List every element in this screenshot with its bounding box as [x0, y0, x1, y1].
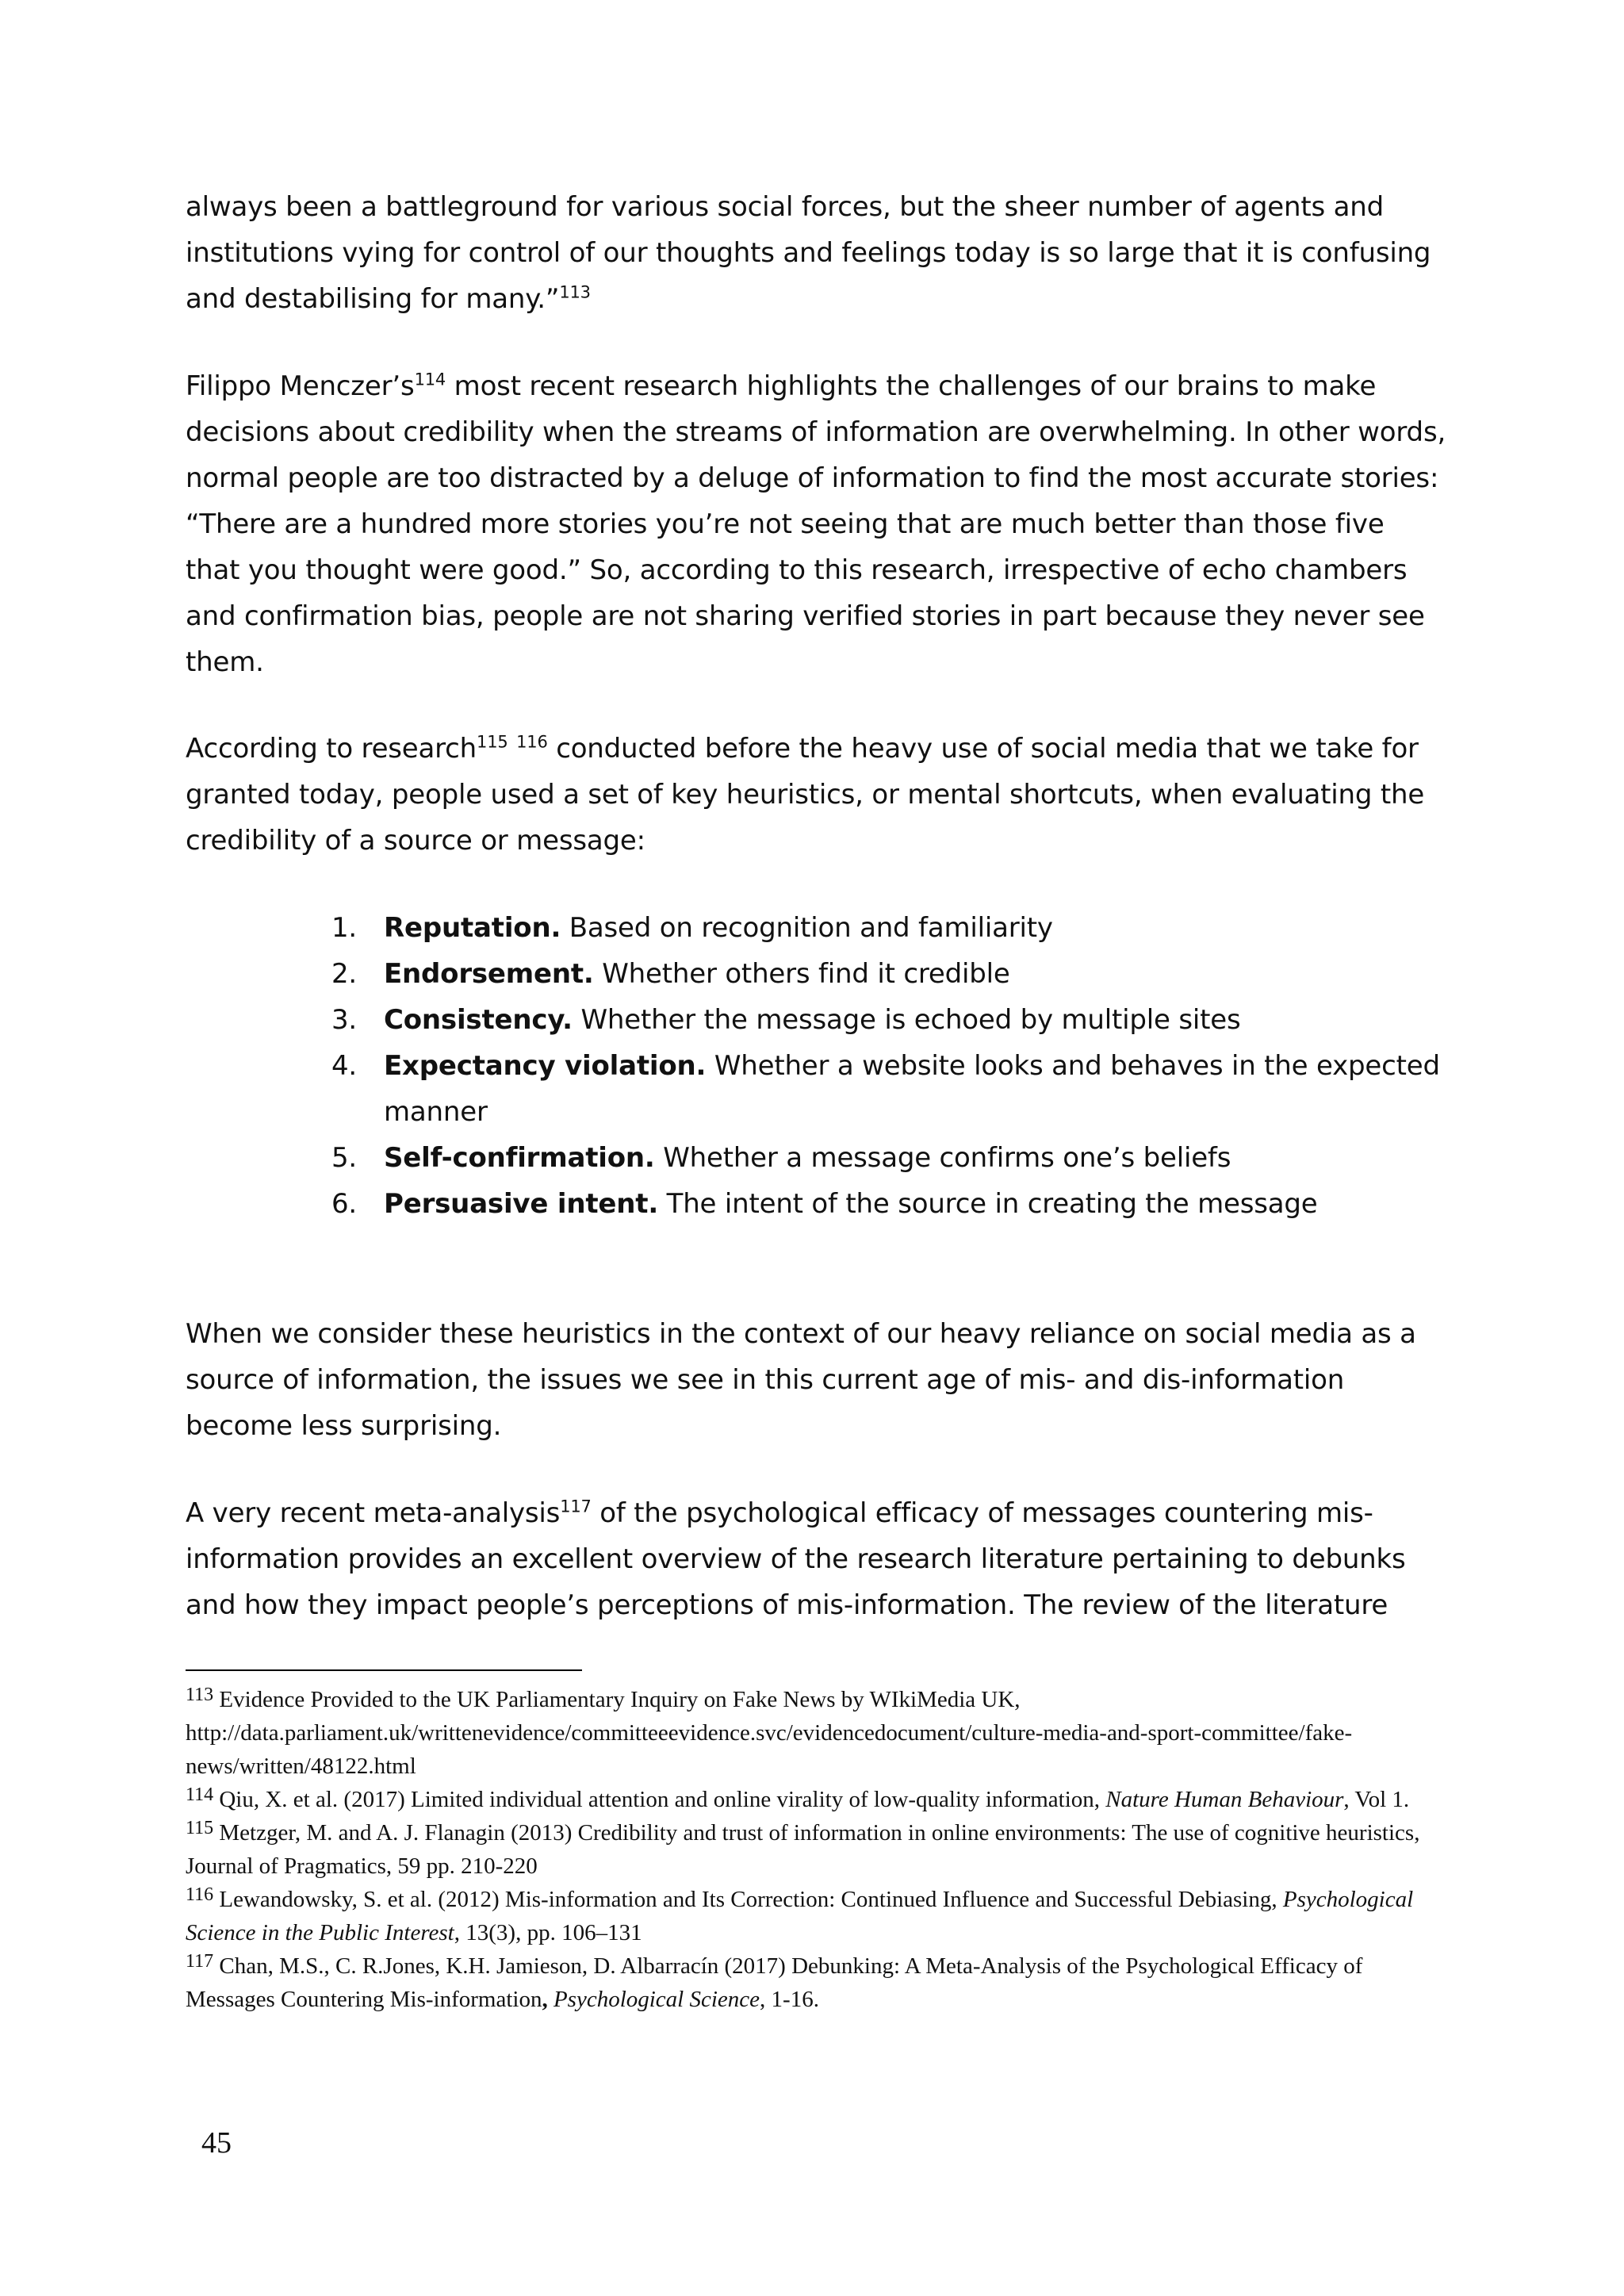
list-item — [331, 1135, 1457, 1181]
heuristics-list — [331, 905, 1457, 1227]
list-term: Persuasive intent. — [384, 1188, 659, 1220]
footnote-journal: Psychological Science — [547, 1987, 760, 2012]
footnote-113 — [186, 1683, 1454, 1783]
footnote-text: Lewandowsky, S. et al. (2012) Mis-information and Its Correction: Continued Influence and Successful Debiasing, — [213, 1887, 1283, 1912]
list-desc: Whether a website looks and behaves in the expected manner — [384, 1050, 1440, 1128]
list-item — [331, 997, 1457, 1043]
footnote-text: Metzger, M. and A. J. Flanagin (2013) Credibility and trust of information in online environments: The use of cognitive heuristics, Journal of Pragmatics, 59 pp. 210-220 — [186, 1820, 1420, 1879]
list-desc: Whether others find it credible — [593, 958, 1010, 990]
footnote-ref-116[interactable]: 116 — [516, 732, 548, 752]
list-item — [331, 1043, 1457, 1135]
footnote-text: , 13(3), pp. 106–131 — [454, 1920, 642, 1945]
footnote-number: 117 — [186, 1951, 214, 1972]
footnote-115 — [186, 1816, 1454, 1883]
list-term: Endorsement. — [384, 958, 594, 990]
footnote-ref-113[interactable]: 113 — [559, 282, 591, 302]
footnote-separator — [186, 1669, 582, 1671]
paragraph-text: A very recent meta-analysis — [186, 1497, 561, 1529]
footnote-number: 114 — [186, 1784, 214, 1805]
list-term: Reputation. — [384, 912, 561, 944]
list-number: 4. — [331, 1050, 358, 1082]
footnote-117 — [186, 1949, 1454, 2016]
footnote-text: , 1-16. — [760, 1987, 819, 2012]
list-term: Self-confirmation. — [384, 1142, 655, 1174]
list-item — [331, 905, 1457, 951]
footnote-number: 113 — [186, 1685, 214, 1705]
footnote-text: Evidence Provided to the UK Parliamentary Inquiry on Fake News by WIkiMedia UK, http://data.parliament.uk/writtenevidence/committeeevidence.svc/evidencedocument/culture-media-and-sport-committee/fake-news/written/48122.html — [186, 1687, 1353, 1779]
list-number: 3. — [331, 1004, 358, 1036]
paragraph-text: always been a battleground for various social forces, but the sheer number of agents and institutions vying for control of our thoughts and feelings today is so large that it is confusing and destabilising for many.” — [186, 191, 1431, 315]
footnote-114 — [186, 1783, 1454, 1816]
paragraph-heuristics-intro — [186, 726, 1446, 864]
list-item — [331, 951, 1457, 997]
footnote-number: 116 — [186, 1884, 214, 1905]
list-desc: The intent of the source in creating the message — [658, 1188, 1318, 1220]
footnote-text: , Vol 1. — [1343, 1787, 1410, 1812]
footnotes — [186, 1683, 1454, 2016]
list-number: 1. — [331, 912, 358, 944]
paragraph-text: most recent research highlights the challenges of our brains to make decisions about credibility when the streams of information are overwhelming. In other words, normal people are too distracted by a deluge of information to find the most accurate stories: “There are a hundred more stories you’re not seeing that are much better than those five that you thought were good.” So, according to this research, irrespective of echo chambers and confirmation bias, people are not sharing verified stories in part because they never see them. — [186, 370, 1446, 678]
list-number: 2. — [331, 958, 358, 990]
list-term: Expectancy violation. — [384, 1050, 707, 1082]
list-number: 5. — [331, 1142, 358, 1174]
page-number: 45 — [201, 2126, 232, 2160]
list-number: 6. — [331, 1188, 358, 1220]
paragraph-meta-analysis — [186, 1490, 1446, 1628]
footnote-ref-115[interactable]: 115 — [477, 732, 508, 752]
footnote-116 — [186, 1883, 1454, 1949]
paragraph-text: of the psychological efficacy of messages countering mis-information provides an excellent overview of the research literature pertaining to debunks and how they impact people’s perceptions of mis-information. The review of the literature — [186, 1497, 1406, 1621]
paragraph-social-media: When we consider these heuristics in the context of our heavy reliance on social media as a source of information, the issues we see in this current age of mis- and dis-information become less surprising. — [186, 1318, 1416, 1442]
paragraph-text: According to research — [186, 733, 477, 765]
footnote-journal: Psychological Science in the Public Interest — [186, 1887, 1414, 1945]
paragraph-text: conducted before the heavy use of social media that we take for granted today, people used a set of key heuristics, or mental shortcuts, when evaluating the credibility of a source or message: — [186, 733, 1425, 857]
footnote-comma: , — [542, 1987, 548, 2012]
footnote-ref-114[interactable]: 114 — [414, 370, 446, 389]
list-desc: Based on recognition and familiarity — [561, 912, 1053, 944]
footnote-ref-117[interactable]: 117 — [560, 1497, 592, 1516]
paragraph-quote-continuation — [186, 184, 1446, 322]
paragraph-menczer — [186, 363, 1446, 685]
footnote-text: Chan, M.S., C. R.Jones, K.H. Jamieson, D. Albarracín (2017) Debunking: A Meta-Analysis of the Psychological Efficacy of Messages Countering Mis-information — [186, 1953, 1363, 2012]
list-term: Consistency. — [384, 1004, 573, 1036]
list-item — [331, 1181, 1457, 1227]
paragraph-text: Filippo Menczer’s — [186, 370, 415, 402]
list-desc: Whether a message confirms one’s beliefs — [654, 1142, 1231, 1174]
list-desc: Whether the message is echoed by multiple sites — [572, 1004, 1241, 1036]
footnote-text: Qiu, X. et al. (2017) Limited individual attention and online virality of low-quality information, — [213, 1787, 1106, 1812]
footnote-journal: Nature Human Behaviour — [1105, 1787, 1344, 1812]
footnote-number: 115 — [186, 1818, 214, 1838]
